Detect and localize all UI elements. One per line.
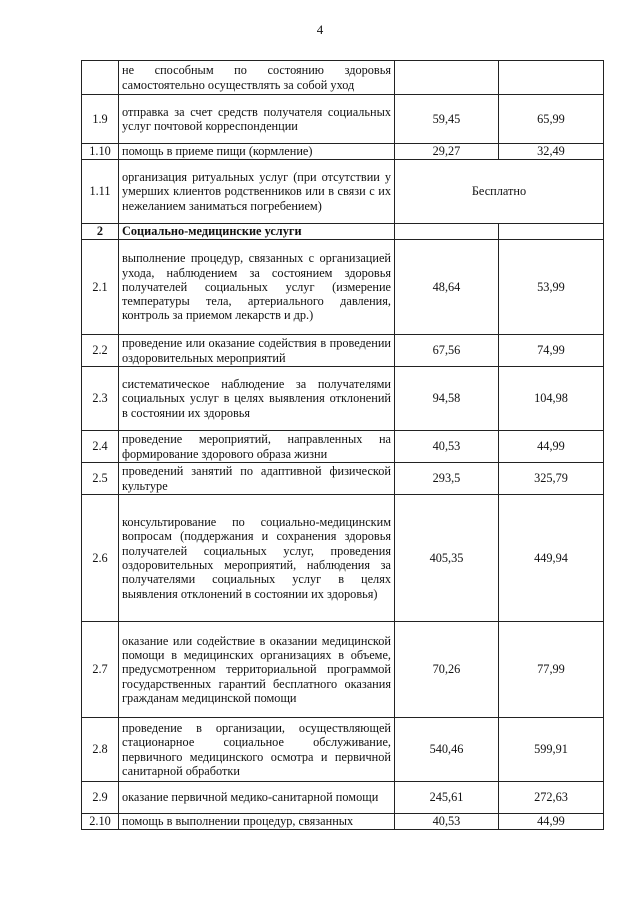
table-row	[82, 622, 604, 718]
services-price-table	[81, 60, 604, 830]
price-cell	[395, 61, 499, 95]
section-header-row	[82, 224, 604, 240]
section-title: Социально-медицинские услуги	[119, 224, 395, 240]
price-cell: 77,99	[499, 622, 604, 718]
price-cell: 48,64	[395, 240, 499, 335]
row-number: 2.2	[82, 335, 119, 367]
row-number: 1.10	[82, 144, 119, 160]
service-description: проведение в организации, осуществляющей стационарное социальное обслуживание, первичного медицинского осмотра и первичной санитарной обработки	[119, 718, 395, 782]
price-cell: 65,99	[499, 95, 604, 144]
service-description: отправка за счет средств получателя социальных услуг почтовой корреспонденции	[119, 95, 395, 144]
table-row	[82, 463, 604, 495]
service-description: не способным по состоянию здоровья самостоятельно осуществлять за собой уход	[119, 61, 395, 95]
row-number: 2.8	[82, 718, 119, 782]
row-number: 2.10	[82, 814, 119, 830]
row-number: 2.6	[82, 495, 119, 622]
table-row	[82, 431, 604, 463]
service-description: проведение мероприятий, направленных на формирование здорового образа жизни	[119, 431, 395, 463]
price-cell	[499, 224, 604, 240]
table-row	[82, 144, 604, 160]
price-merged-cell: Бесплатно	[395, 160, 604, 224]
table-row	[82, 495, 604, 622]
price-cell: 70,26	[395, 622, 499, 718]
price-cell: 293,5	[395, 463, 499, 495]
table-row	[82, 160, 604, 224]
row-number: 2.3	[82, 367, 119, 431]
price-cell: 53,99	[499, 240, 604, 335]
price-cell: 245,61	[395, 782, 499, 814]
row-number: 2.4	[82, 431, 119, 463]
price-cell	[499, 61, 604, 95]
service-description: систематическое наблюдение за получателями социальных услуг в целях выявления отклонений в состоянии их здоровья	[119, 367, 395, 431]
table-row	[82, 335, 604, 367]
price-cell: 540,46	[395, 718, 499, 782]
price-cell: 272,63	[499, 782, 604, 814]
table-row	[82, 718, 604, 782]
price-cell: 29,27	[395, 144, 499, 160]
row-number: 2.1	[82, 240, 119, 335]
service-description: оказание первичной медико-санитарной помощи	[119, 782, 395, 814]
price-cell: 67,56	[395, 335, 499, 367]
service-description: проведение или оказание содействия в проведении оздоровительных мероприятий	[119, 335, 395, 367]
price-cell: 40,53	[395, 431, 499, 463]
service-description: консультирование по социально-медицинским вопросам (поддержания и сохранения здоровья получателей социальных услуг, проведения оздоровительных мероприятий, наблюдения за получателями социальных услуг в целях выявления отклонений в состоянии их здоровья)	[119, 495, 395, 622]
row-number: 1.9	[82, 95, 119, 144]
service-description: помощь в приеме пищи (кормление)	[119, 144, 395, 160]
row-number: 2.7	[82, 622, 119, 718]
row-number	[82, 61, 119, 95]
price-cell: 44,99	[499, 431, 604, 463]
row-number: 2.9	[82, 782, 119, 814]
price-cell: 74,99	[499, 335, 604, 367]
table-row	[82, 782, 604, 814]
price-cell	[395, 224, 499, 240]
price-cell: 59,45	[395, 95, 499, 144]
table-row	[82, 61, 604, 95]
table-row	[82, 95, 604, 144]
price-cell: 32,49	[499, 144, 604, 160]
service-description: проведений занятий по адаптивной физической культуре	[119, 463, 395, 495]
price-cell: 599,91	[499, 718, 604, 782]
price-cell: 40,53	[395, 814, 499, 830]
table-row	[82, 240, 604, 335]
price-cell: 104,98	[499, 367, 604, 431]
service-description: организация ритуальных услуг (при отсутствии у умерших клиентов родственников или в связи с их нежеланием заниматься погребением)	[119, 160, 395, 224]
table-row	[82, 814, 604, 830]
row-number: 2.5	[82, 463, 119, 495]
service-description: помощь в выполнении процедур, связанных	[119, 814, 395, 830]
price-cell: 94,58	[395, 367, 499, 431]
service-description: выполнение процедур, связанных с организацией ухода, наблюдением за состоянием здоровья получателей социальных услуг (измерение температуры тела, артериального давления, контроль за приемом лекарств и др.)	[119, 240, 395, 335]
price-cell: 449,94	[499, 495, 604, 622]
section-number: 2	[82, 224, 119, 240]
table-row	[82, 367, 604, 431]
row-number: 1.11	[82, 160, 119, 224]
service-description: оказание или содействие в оказании медицинской помощи в медицинских организациях в объеме, предусмотренном территориальной программой государственных гарантий бесплатного оказания гражданам медицинской помощи	[119, 622, 395, 718]
price-cell: 325,79	[499, 463, 604, 495]
price-cell: 44,99	[499, 814, 604, 830]
price-cell: 405,35	[395, 495, 499, 622]
page-number: 4	[316, 22, 324, 37]
